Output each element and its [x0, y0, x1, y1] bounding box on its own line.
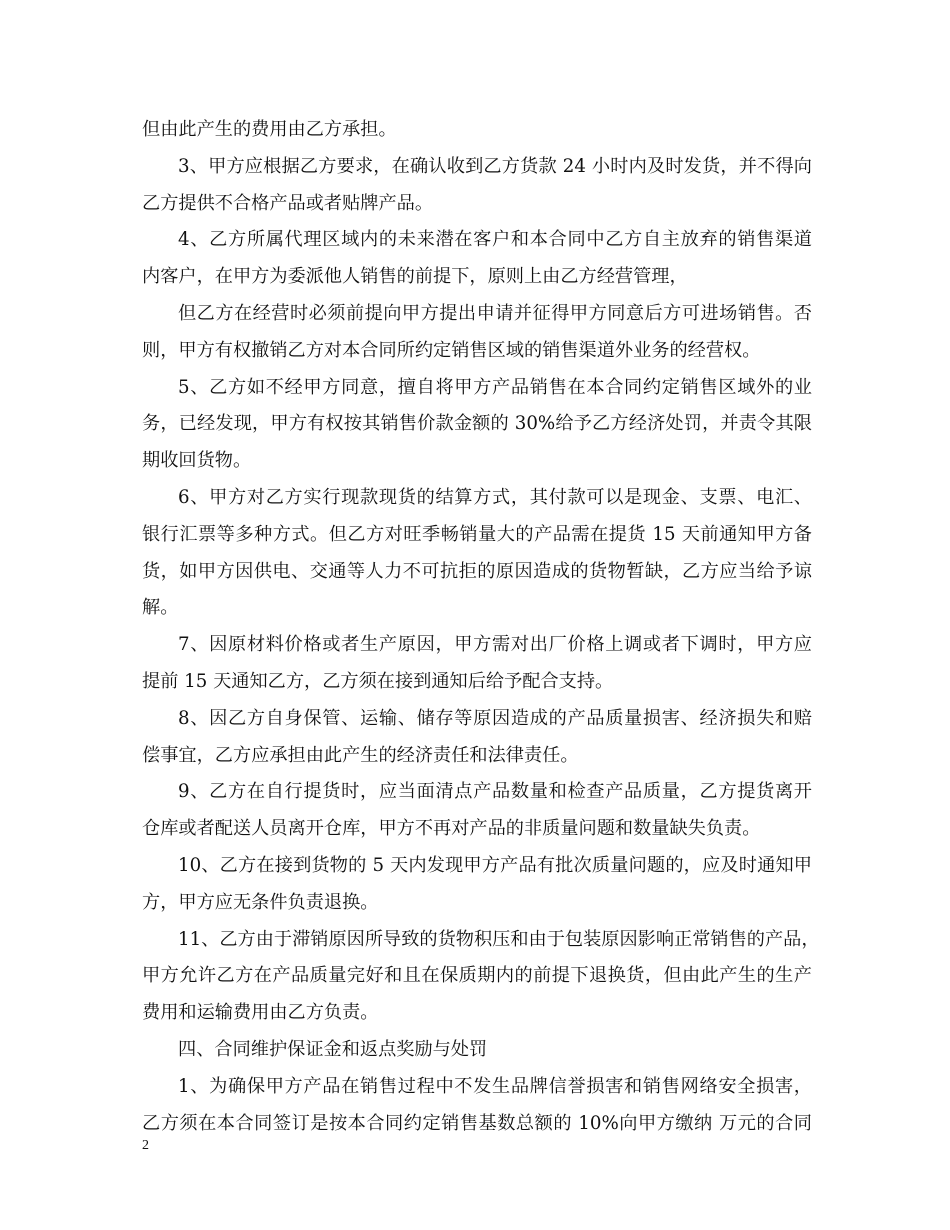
text-line: 4、乙方所属代理区域内的未来潜在客户和本合同中乙方自主放弃的销售渠道	[178, 229, 812, 251]
document-body	[142, 112, 820, 1142]
text-line: 内客户，在甲方为委派他人销售的前提下，原则上由乙方经营管理，	[142, 266, 688, 288]
text-line: 5、乙方如不经甲方同意，擅自将甲方产品销售在本合同约定销售区域外的业	[178, 376, 812, 398]
text-line: 10、乙方在接到货物的 5 天内发现甲方产品有批次质量问题的，应及时通知甲	[178, 854, 812, 876]
text-line: 9、乙方在自行提货时，应当面清点产品数量和检查产品质量，乙方提货离开	[178, 781, 812, 803]
page-number: 2	[142, 1138, 149, 1153]
text-line: 货，如甲方因供电、交通等人力不可抗拒的原因造成的货物暂缺，乙方应当给予谅	[142, 560, 812, 582]
text-line: 则，甲方有权撤销乙方对本合同所约定销售区域的销售渠道外业务的经营权。	[142, 339, 761, 361]
text-line: 提前 15 天通知乙方，乙方须在接到通知后给予配合支持。	[142, 670, 614, 692]
text-line: 但由此产生的费用由乙方承担。	[142, 119, 397, 140]
text-line: 11、乙方由于滞销原因所导致的货物积压和由于包装原因影响正常销售的产品，	[178, 928, 820, 950]
text-line: 乙方须在本合同签订是按本合同约定销售基数总额的 10%向甲方缴纳 万元的合同	[142, 1112, 812, 1134]
text-line: 7、因原材料价格或者生产原因，甲方需对出厂价格上调或者下调时，甲方应	[178, 634, 812, 656]
text-line: 期收回货物。	[142, 450, 252, 472]
text-line: 偿事宜，乙方应承担由此产生的经济责任和法律责任。	[142, 744, 579, 766]
text-line: 3、甲方应根据乙方要求，在确认收到乙方货款 24 小时内及时发货，并不得向	[178, 155, 812, 177]
text-line: 1、为确保甲方产品在销售过程中不发生品牌信誉损害和销售网络安全损害，	[178, 1075, 812, 1097]
section-heading: 四、合同维护保证金和返点奖励与处罚	[178, 1038, 488, 1060]
text-line: 但乙方在经营时必须前提向甲方提出申请并征得甲方同意后方可进场销售。否	[178, 302, 812, 324]
text-line: 6、甲方对乙方实行现款现货的结算方式，其付款可以是现金、支票、电汇、	[178, 486, 812, 508]
text-line: 方，甲方应无条件负责退换。	[142, 891, 379, 913]
text-line: 乙方提供不合格产品或者贴牌产品。	[142, 192, 434, 214]
text-line: 银行汇票等多种方式。但乙方对旺季畅销量大的产品需在提货 15 天前通知甲方备	[142, 523, 812, 545]
text-line: 仓库或者配送人员离开仓库，甲方不再对产品的非质量问题和数量缺失负责。	[142, 818, 761, 840]
text-line: 8、因乙方自身保管、运输、储存等原因造成的产品质量损害、经济损失和赔	[178, 707, 812, 729]
text-line: 解。	[142, 597, 179, 619]
text-line: 务，已经发现，甲方有权按其销售价款金额的 30%给予乙方经济处罚，并责令其限	[142, 413, 812, 435]
text-line: 甲方允许乙方在产品质量完好和且在保质期内的前提下退换货，但由此产生的生产	[142, 965, 812, 987]
text-line: 费用和运输费用由乙方负责。	[142, 1002, 379, 1024]
